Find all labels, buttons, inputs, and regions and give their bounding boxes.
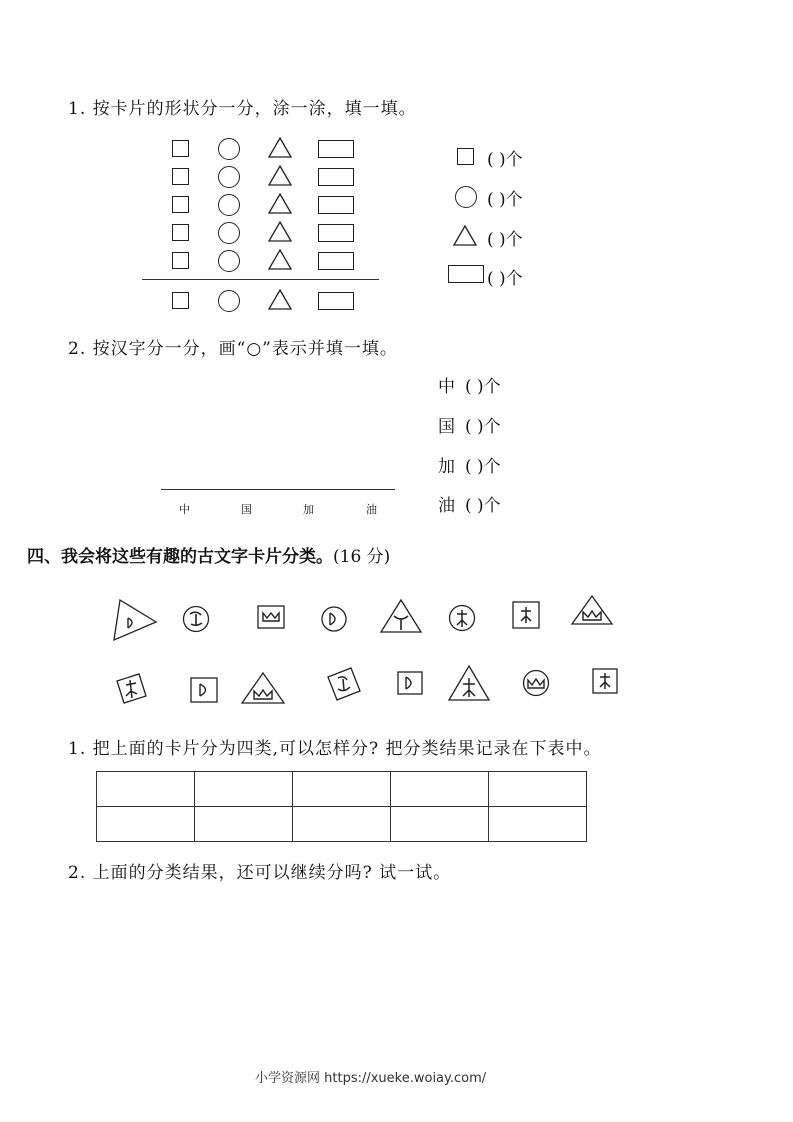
rectangle-icon bbox=[448, 265, 484, 283]
square-icon bbox=[172, 168, 189, 185]
circle-card-icon bbox=[181, 604, 211, 634]
answer-blank[interactable]: ( )个 bbox=[487, 150, 523, 170]
footer-source: 小学资源网 https://xueke.woiay.com/ bbox=[255, 1071, 487, 1086]
table-cell[interactable] bbox=[97, 772, 195, 807]
circle-card-icon bbox=[320, 605, 348, 633]
circle-icon bbox=[218, 222, 240, 244]
square-card-icon bbox=[257, 605, 285, 629]
square-icon bbox=[172, 252, 189, 269]
rectangle-icon bbox=[318, 224, 354, 242]
triangle-icon bbox=[268, 289, 292, 310]
square-icon bbox=[172, 196, 189, 213]
circle-icon bbox=[218, 290, 240, 312]
hanzi-label: 油 bbox=[438, 496, 455, 516]
answer-blank[interactable]: ( )个 bbox=[487, 190, 523, 210]
divider-line bbox=[142, 279, 379, 280]
section4-question-2-text: 2. 上面的分类结果，还可以继续分吗? 试一试。 bbox=[68, 863, 452, 883]
table-cell[interactable] bbox=[195, 807, 293, 842]
answer-blank[interactable]: ( )个 bbox=[487, 269, 523, 289]
rectangle-icon bbox=[318, 140, 354, 158]
table-cell[interactable] bbox=[293, 772, 391, 807]
answer-blank[interactable]: ( )个 bbox=[465, 377, 501, 397]
chart-baseline bbox=[161, 489, 395, 490]
circle-icon bbox=[218, 166, 240, 188]
table-row bbox=[97, 807, 587, 842]
triangle-icon bbox=[268, 137, 292, 158]
square-card-icon bbox=[325, 665, 363, 703]
triangle-card-icon bbox=[570, 594, 614, 626]
section4-question-1-text: 1. 把上面的卡片分为四类,可以怎样分? 把分类结果记录在下表中。 bbox=[68, 739, 602, 759]
circle-card-icon bbox=[521, 669, 551, 697]
square-card-icon bbox=[397, 671, 423, 695]
section-title-text: 四、我会将这些有趣的古文字卡片分类。 bbox=[27, 547, 333, 567]
classification-table bbox=[96, 771, 587, 842]
table-row bbox=[97, 772, 587, 807]
square-card-icon bbox=[113, 671, 149, 707]
axis-label: 国 bbox=[241, 503, 252, 516]
answer-blank[interactable]: ( )个 bbox=[465, 417, 501, 437]
rectangle-icon bbox=[318, 252, 354, 270]
square-icon bbox=[172, 140, 189, 157]
circle-icon bbox=[218, 138, 240, 160]
square-card-icon bbox=[512, 601, 540, 629]
triangle-icon bbox=[268, 193, 292, 214]
table-cell[interactable] bbox=[293, 807, 391, 842]
hanzi-label: 中 bbox=[438, 377, 455, 397]
rectangle-icon bbox=[318, 168, 354, 186]
table-cell[interactable] bbox=[489, 807, 587, 842]
section-title bbox=[27, 542, 390, 567]
rectangle-icon bbox=[318, 292, 354, 310]
table-cell[interactable] bbox=[489, 772, 587, 807]
triangle-card-icon bbox=[110, 598, 158, 642]
table-cell[interactable] bbox=[391, 807, 489, 842]
square-card-icon bbox=[190, 677, 218, 703]
triangle-icon bbox=[268, 249, 292, 270]
axis-label: 中 bbox=[179, 503, 190, 516]
circle-card-icon bbox=[447, 603, 477, 633]
circle-icon bbox=[455, 186, 477, 208]
answer-blank[interactable]: ( )个 bbox=[487, 230, 523, 250]
square-card-icon bbox=[592, 668, 618, 694]
triangle-icon bbox=[268, 165, 292, 186]
triangle-card-icon bbox=[379, 598, 423, 634]
triangle-icon bbox=[453, 225, 477, 246]
answer-blank[interactable]: ( )个 bbox=[465, 457, 501, 477]
square-icon bbox=[457, 148, 474, 165]
question-2-text: 2. 按汉字分一分，画“○”表示并填一填。 bbox=[68, 339, 398, 359]
rectangle-icon bbox=[318, 196, 354, 214]
square-icon bbox=[172, 292, 189, 309]
table-cell[interactable] bbox=[195, 772, 293, 807]
question-1-text: 1. 按卡片的形状分一分，涂一涂，填一填。 bbox=[68, 99, 417, 119]
table-cell[interactable] bbox=[391, 772, 489, 807]
axis-label: 油 bbox=[366, 503, 377, 516]
circle-icon bbox=[218, 194, 240, 216]
axis-label: 加 bbox=[303, 503, 314, 516]
triangle-icon bbox=[268, 221, 292, 242]
table-cell[interactable] bbox=[97, 807, 195, 842]
triangle-card-icon bbox=[240, 671, 286, 705]
circle-icon bbox=[218, 250, 240, 272]
answer-blank[interactable]: ( )个 bbox=[465, 496, 501, 516]
square-icon bbox=[172, 224, 189, 241]
hanzi-label: 加 bbox=[438, 457, 455, 477]
hanzi-label: 国 bbox=[438, 417, 455, 437]
triangle-card-icon bbox=[447, 664, 491, 702]
section-points: (16 分) bbox=[333, 547, 391, 567]
